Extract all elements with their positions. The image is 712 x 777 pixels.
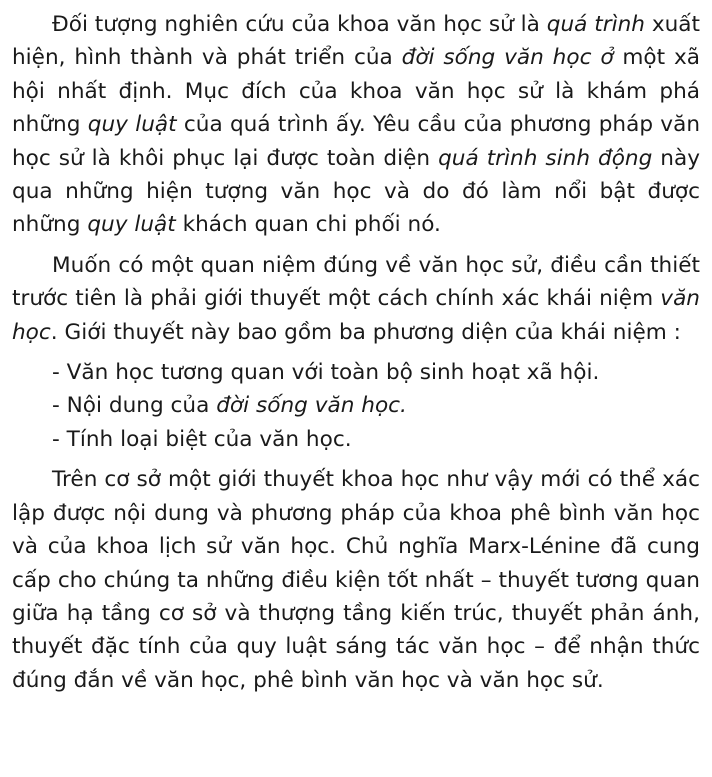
text-segment: của quá trình ấy. Yêu cầu của phương pháp văn học sử là khôi phục lại được toàn diện — [12, 112, 701, 171]
paragraph-definition — [12, 249, 700, 349]
text-segment: khách quan chi phối nó. — [175, 212, 441, 238]
list-item — [12, 423, 700, 456]
text-segment: xuất hiện, hình thành và phát triển của — [12, 12, 700, 71]
aspects-list — [12, 356, 700, 456]
text-segment: một xã hội nhất định. Mục đích của khoa văn học sử là khám phá những — [12, 45, 700, 138]
text-segment: Đối tượng nghiên cứu của khoa văn học sử là — [52, 12, 547, 37]
emphasis-segment: quy luật — [87, 212, 176, 238]
text-segment: - Văn học tương quan với toàn bộ sinh hoạt xã hội. — [52, 360, 600, 386]
emphasis-segment: quá trình sinh động — [438, 145, 653, 171]
list-item — [12, 389, 700, 422]
text-segment: Trên cơ sở một giới thuyết khoa học như vậy mới có thể xác lập được nội dung và phương pháp của khoa phê bình văn học và của khoa lịch sử văn học. Chủ nghĩa Marx-Lénine đã cung cấp cho chúng ta những điều kiện tốt nhất – thuyết tương quan giữa hạ tầng cơ sở và thượng tầng kiến trúc, thuyết phản ánh, thuyết đặc tính của quy luật sáng tác văn học – để nhận thức đúng đắn về văn học, phê bình văn học và văn học sử. — [12, 467, 700, 693]
text-segment: này qua những hiện tượng văn học và do đó làm nổi bật được những — [12, 145, 700, 238]
emphasis-segment: quá trình — [546, 12, 645, 37]
list-item — [12, 356, 700, 389]
paragraph-research-object — [12, 8, 700, 242]
text-segment: - Nội dung của — [52, 393, 217, 419]
text-segment: Muốn có một quan niệm đúng về văn học sử, điều cần thiết trước tiên là phải giới thuyết một cách chính xác khái niệm — [12, 252, 700, 312]
paragraph-marxist-theory — [12, 463, 700, 697]
emphasis-segment: đời sống văn học ở — [401, 45, 614, 71]
text-segment: . Giới thuyết này bao gồm ba phương diện của khái niệm : — [50, 319, 681, 345]
emphasis-segment: quy luật — [87, 112, 177, 138]
text-segment: - Tính loại biệt của văn học. — [52, 426, 352, 452]
emphasis-segment: đời sống văn học. — [216, 393, 407, 419]
emphasis-segment: văn học — [12, 286, 700, 345]
